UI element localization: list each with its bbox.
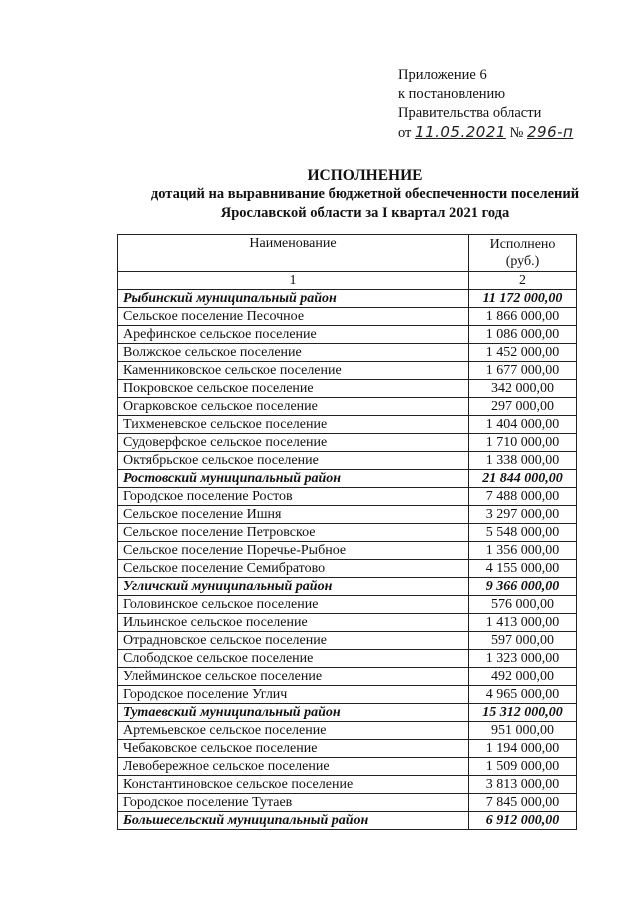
table-row — [118, 668, 577, 686]
handwritten-date: 11.05.2021 — [415, 123, 506, 141]
table-row — [118, 362, 577, 380]
row-name: Огарковское сельское поселение — [118, 398, 469, 416]
row-value: 21 844 000,00 — [469, 470, 577, 488]
row-value: 6 912 000,00 — [469, 812, 577, 830]
district-row — [118, 812, 577, 830]
table-row — [118, 632, 577, 650]
row-name: Ильинское сельское поселение — [118, 614, 469, 632]
table-index-row — [118, 272, 577, 290]
row-value: 1 710 000,00 — [469, 434, 577, 452]
row-value: 1 677 000,00 — [469, 362, 577, 380]
row-name: Головинское сельское поселение — [118, 596, 469, 614]
row-value: 15 312 000,00 — [469, 704, 577, 722]
row-name: Ростовский муниципальный район — [118, 470, 469, 488]
row-value: 1 194 000,00 — [469, 740, 577, 758]
column-index: 1 — [118, 272, 469, 290]
row-value: 7 845 000,00 — [469, 794, 577, 812]
table-row — [118, 758, 577, 776]
table-row — [118, 776, 577, 794]
row-value: 1 086 000,00 — [469, 326, 577, 344]
row-name: Рыбинский муниципальный район — [118, 290, 469, 308]
row-value: 3 297 000,00 — [469, 506, 577, 524]
table-row — [118, 380, 577, 398]
row-name: Сельское поселение Семибратово — [118, 560, 469, 578]
title-heading: ИСПОЛНЕНИЕ — [307, 167, 423, 184]
appendix-date-line — [398, 123, 633, 143]
row-name: Тутаевский муниципальный район — [118, 704, 469, 722]
row-value: 5 548 000,00 — [469, 524, 577, 542]
row-name: Сельское поселение Ишня — [118, 506, 469, 524]
row-value: 1 356 000,00 — [469, 542, 577, 560]
table-row — [118, 488, 577, 506]
table-row — [118, 722, 577, 740]
row-name: Городское поселение Тутаев — [118, 794, 469, 812]
row-value: 1 338 000,00 — [469, 452, 577, 470]
row-value: 4 155 000,00 — [469, 560, 577, 578]
handwritten-number: 296-п — [527, 123, 574, 141]
appendix-line: к постановлению — [398, 86, 506, 102]
appendix-block — [398, 66, 633, 143]
column-header-name: Наименование — [118, 235, 469, 272]
row-value: 3 813 000,00 — [469, 776, 577, 794]
table-row — [118, 326, 577, 344]
row-value: 576 000,00 — [469, 596, 577, 614]
document-title — [0, 166, 640, 223]
table-body — [118, 290, 577, 830]
table-row — [118, 452, 577, 470]
row-name: Большесельский муниципальный район — [118, 812, 469, 830]
row-name: Чебаковское сельское поселение — [118, 740, 469, 758]
row-name: Волжское сельское поселение — [118, 344, 469, 362]
appendix-line: Приложение 6 — [398, 67, 487, 83]
row-value: 1 413 000,00 — [469, 614, 577, 632]
table-row — [118, 398, 577, 416]
row-name: Сельское поселение Петровское — [118, 524, 469, 542]
table-row — [118, 308, 577, 326]
row-name: Городское поселение Ростов — [118, 488, 469, 506]
row-name: Слободское сельское поселение — [118, 650, 469, 668]
row-name: Октябрьское сельское поселение — [118, 452, 469, 470]
row-value: 4 965 000,00 — [469, 686, 577, 704]
row-name: Константиновское сельское поселение — [118, 776, 469, 794]
table-row — [118, 794, 577, 812]
row-value: 492 000,00 — [469, 668, 577, 686]
row-name: Тихменевское сельское поселение — [118, 416, 469, 434]
row-value: 1 866 000,00 — [469, 308, 577, 326]
row-name: Судоверфское сельское поселение — [118, 434, 469, 452]
table-row — [118, 542, 577, 560]
row-value: 342 000,00 — [469, 380, 577, 398]
row-name: Отрадновское сельское поселение — [118, 632, 469, 650]
column-index: 2 — [469, 272, 577, 290]
row-name: Арефинское сельское поселение — [118, 326, 469, 344]
row-name: Угличский муниципальный район — [118, 578, 469, 596]
table-row — [118, 560, 577, 578]
title-line: Ярославской области за I квартал 2021 года — [220, 205, 510, 221]
row-value: 1 509 000,00 — [469, 758, 577, 776]
table-row — [118, 344, 577, 362]
row-name: Артемьевское сельское поселение — [118, 722, 469, 740]
row-name: Городское поселение Углич — [118, 686, 469, 704]
district-row — [118, 578, 577, 596]
table-row — [118, 434, 577, 452]
row-value: 7 488 000,00 — [469, 488, 577, 506]
table-row — [118, 524, 577, 542]
table-header-row — [118, 235, 577, 272]
table-row — [118, 506, 577, 524]
district-row — [118, 470, 577, 488]
table-row — [118, 686, 577, 704]
district-row — [118, 704, 577, 722]
row-value: 1 404 000,00 — [469, 416, 577, 434]
row-name: Сельское поселение Песочное — [118, 308, 469, 326]
row-name: Улейминское сельское поселение — [118, 668, 469, 686]
title-line: дотаций на выравнивание бюджетной обеспеченности поселений — [150, 186, 580, 202]
row-value: 9 366 000,00 — [469, 578, 577, 596]
row-value: 1 323 000,00 — [469, 650, 577, 668]
table-row — [118, 740, 577, 758]
district-row — [118, 290, 577, 308]
table-row — [118, 596, 577, 614]
row-value: 597 000,00 — [469, 632, 577, 650]
row-name: Сельское поселение Поречье-Рыбное — [118, 542, 469, 560]
row-name: Покровское сельское поселение — [118, 380, 469, 398]
column-header-value: Исполнено (руб.) — [469, 235, 577, 272]
row-value: 1 452 000,00 — [469, 344, 577, 362]
number-label: № — [509, 125, 524, 141]
table-row — [118, 416, 577, 434]
table-row — [118, 614, 577, 632]
row-value: 951 000,00 — [469, 722, 577, 740]
row-name: Каменниковское сельское поселение — [118, 362, 469, 380]
row-value: 11 172 000,00 — [469, 290, 577, 308]
appendix-line: Правительства области — [398, 105, 542, 121]
execution-table — [117, 234, 577, 830]
table-row — [118, 650, 577, 668]
from-label: от — [398, 125, 412, 141]
row-name: Левобережное сельское поселение — [118, 758, 469, 776]
row-value: 297 000,00 — [469, 398, 577, 416]
